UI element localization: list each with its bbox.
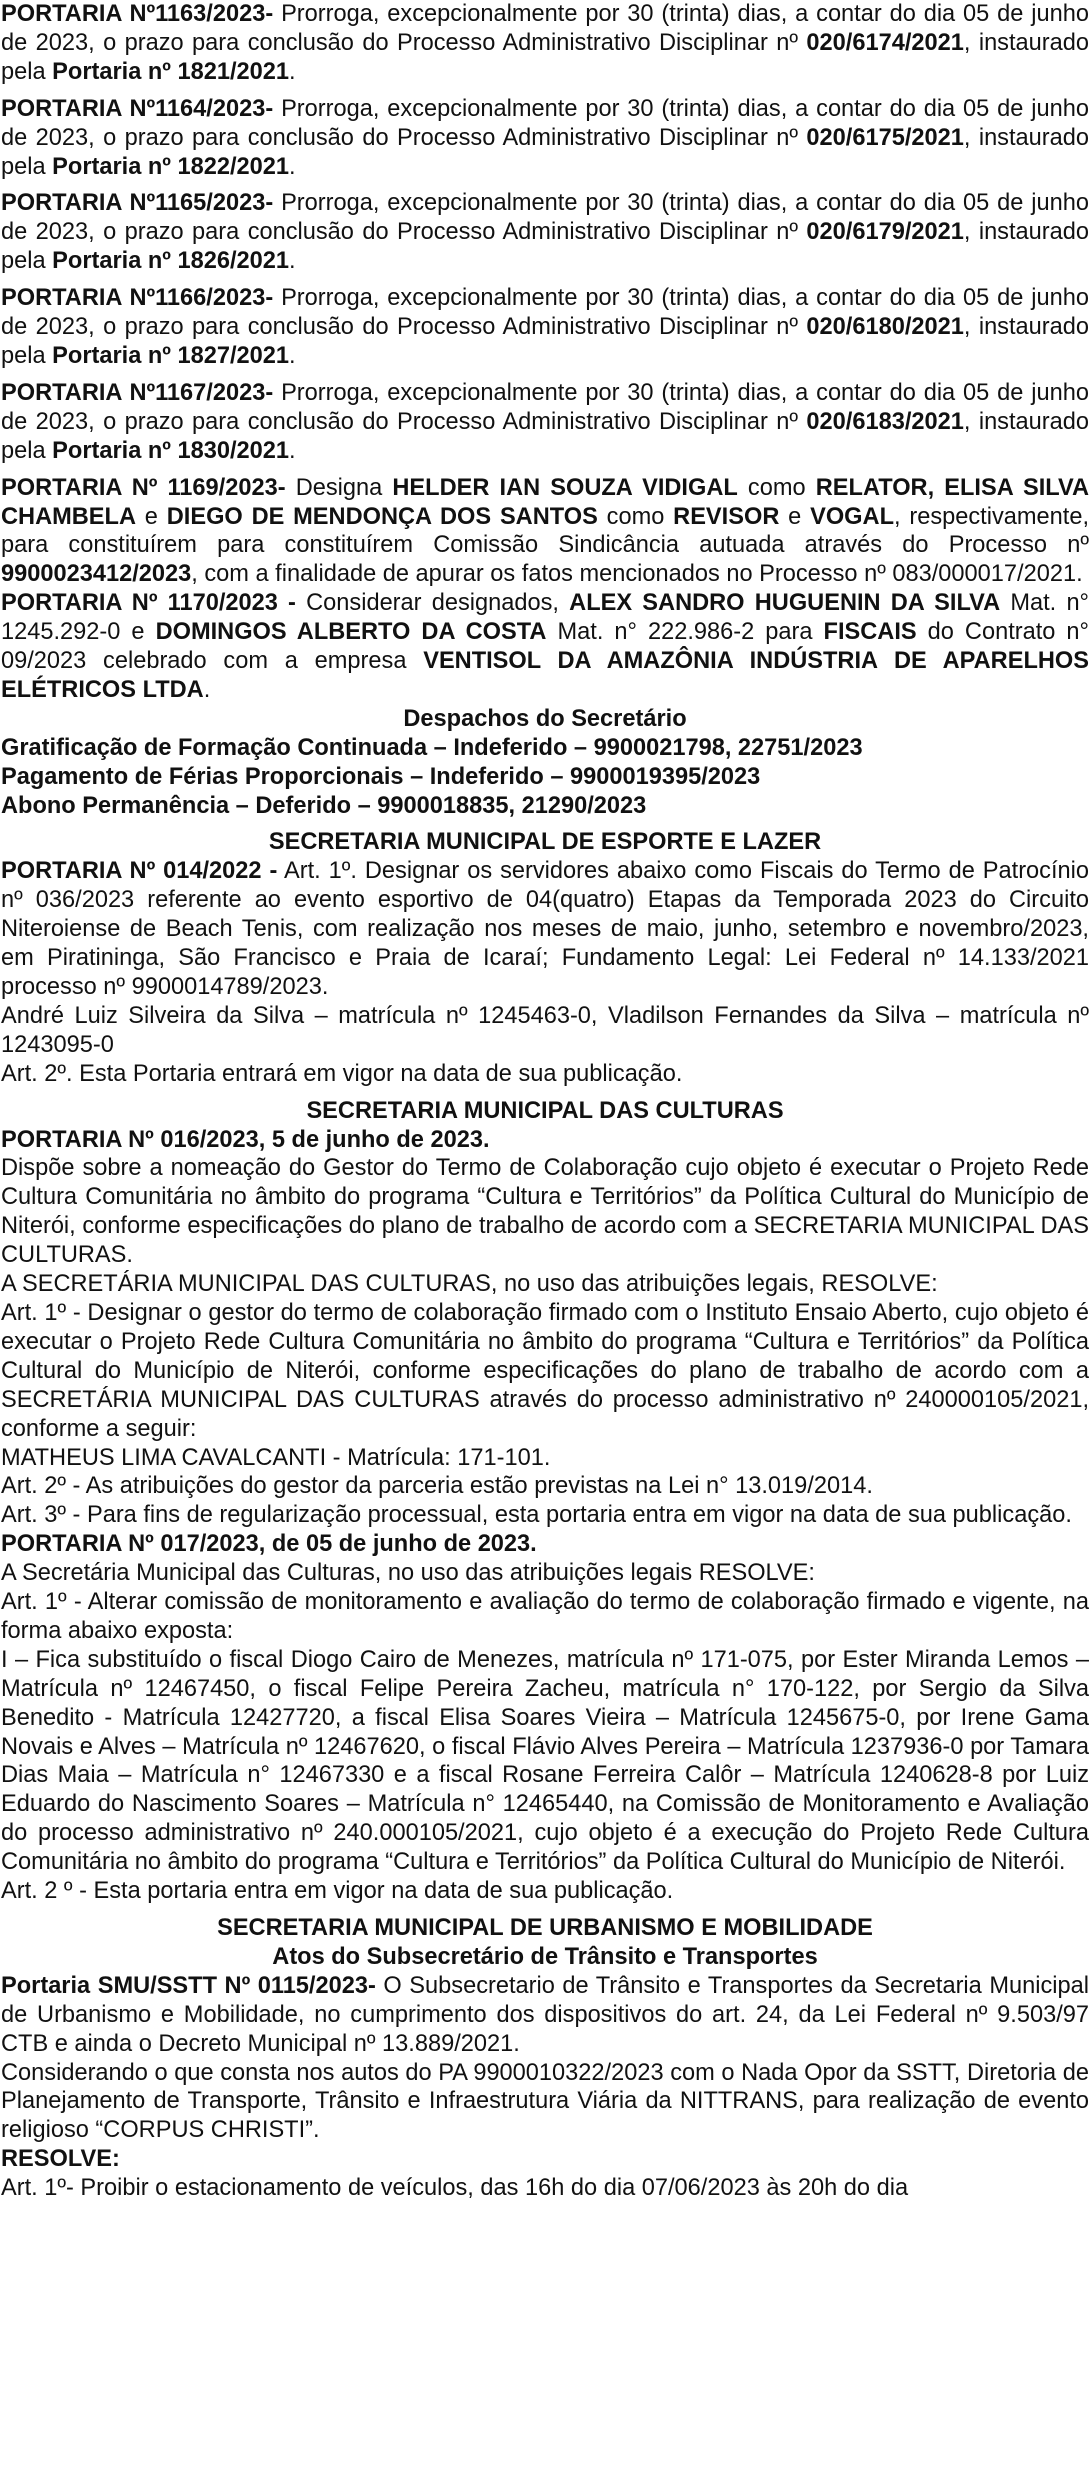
text: Prorroga, excepcionalmente por 30 (trinta) dias, a contar do dia 05 de junho de 2023, o prazo para conclusão do Processo Administrativo Disciplinar nº <box>1 379 1089 435</box>
text: Dispõe sobre a nomeação do Gestor do Termo de Colaboração cujo objeto é executar o Projeto Rede Cultura Comunitária no âmbito do programa “Cultura e Territórios” da Política Cultural do Município de Niterói, conforme especificações do plano de trabalho de acordo com a SECRETARIA MUNICIPAL DAS CULTURAS. <box>1 1155 1089 1269</box>
doc-block-h-culturas <box>1 1097 1089 1126</box>
doc-block-cul4 <box>1 1299 1089 1444</box>
text: e <box>136 503 167 530</box>
bold-text: SECRETARIA MUNICIPAL DAS CULTURAS <box>306 1097 784 1124</box>
doc-block-cul11 <box>1 1646 1089 1877</box>
text: . <box>289 58 296 85</box>
bold-text: HELDER IAN SOUZA VIDIGAL <box>392 474 738 501</box>
text: André Luiz Silveira da Silva – matrícula nº 1245463-0, Vladilson Fernandes da Silva – matrícula nº 1243095-0 <box>1 1002 1089 1058</box>
doc-block-urb1 <box>1 1972 1089 2059</box>
bold-text: ALEX SANDRO HUGUENIN DA SILVA <box>569 590 1001 617</box>
bold-text: PORTARIA Nº 1170/2023 - <box>1 590 296 617</box>
doc-block-p1167 <box>1 379 1089 466</box>
text: como <box>737 474 816 501</box>
doc-block-urb4 <box>1 2174 1089 2203</box>
doc-block-cul5 <box>1 1444 1089 1473</box>
doc-block-desp3 <box>1 792 1089 821</box>
text: , instaurado pela <box>1 408 1090 464</box>
bold-text: Portaria SMU/SSTT Nº 0115/2023- <box>1 1972 376 1999</box>
bold-text: 020/6175/2021 <box>806 124 964 151</box>
bold-text: 9900023412/2023 <box>1 561 192 588</box>
text: Considerando o que consta nos autos do PA 9900010322/2023 com o Nada Opor da SSTT, Diretoria de Planejamento de Transporte, Trânsito e Infraestrutura Viária da NITTRANS, para realização de evento religioso “CORPUS CHRISTI”. <box>1 2059 1089 2144</box>
doc-block-cul1 <box>1 1126 1089 1155</box>
text: Mat. n° 1245.292-0 e <box>1 590 1089 646</box>
doc-block-cul8 <box>1 1530 1089 1559</box>
bold-text: PORTARIA Nº 014/2022 - <box>1 858 278 885</box>
bold-text: SECRETARIA MUNICIPAL DE URBANISMO E MOBILIDADE <box>217 1915 873 1941</box>
bold-text: VOGAL <box>810 503 894 530</box>
text: Designa <box>285 474 393 501</box>
text: Art. 2º - As atribuições do gestor da parceria estão previstas na Lei n° 13.019/2014. <box>1 1473 873 1500</box>
doc-block-h-esporte <box>1 828 1089 857</box>
bold-text: PORTARIA Nº1165/2023- <box>1 190 274 217</box>
doc-block-esp1 <box>1 857 1089 1002</box>
doc-block-urb2 <box>1 2059 1089 2146</box>
text: Prorroga, excepcionalmente por 30 (trinta) dias, a contar do dia 05 de junho de 2023, o prazo para conclusão do Processo Administrativo Disciplinar nº <box>1 285 1089 341</box>
doc-block-cul10 <box>1 1588 1089 1646</box>
text: Art. 1º - Designar o gestor do termo de colaboração firmado com o Instituto Ensaio Aberto, cujo objeto é executar o Projeto Rede Cultura Comunitária no âmbito do programa “Cultura e Territórios” da Política Cultural do Município de Niterói, conforme especificações do plano de trabalho de acordo com a SECRETÁRIA MUNICIPAL DAS CULTURAS através do processo administrativo nº 240000105/2021, conforme a seguir: <box>1 1299 1089 1442</box>
bold-text: Gratificação de Formação Continuada – Indeferido – 9900021798, 22751/2023 <box>1 734 863 761</box>
bold-text: Abono Permanência – Deferido – 9900018835, 21290/2023 <box>1 792 647 819</box>
bold-text: RELATOR, ELISA SILVA CHAMBELA <box>1 474 1089 530</box>
doc-block-cul6 <box>1 1472 1089 1501</box>
bold-text: DIEGO DE MENDONÇA DOS SANTOS <box>166 503 598 530</box>
text: Mat. n° 222.986-2 para <box>546 619 824 646</box>
text: Art. 2º. Esta Portaria entrará em vigor na data de sua publicação. <box>1 1060 683 1087</box>
doc-block-p1164 <box>1 95 1089 182</box>
bold-text: 020/6183/2021 <box>806 408 964 435</box>
text: do Contrato n° 09/2023 celebrado com a empresa <box>1 619 1089 675</box>
text: Art. 1º- Proibir o estacionamento de veículos, das 16h do dia 07/06/2023 às 20h do dia <box>1 2175 909 2202</box>
doc-block-cul12 <box>1 1877 1089 1906</box>
doc-block-cul9 <box>1 1559 1089 1588</box>
bold-text: PORTARIA Nº1164/2023- <box>1 95 274 122</box>
doc-block-esp3 <box>1 1060 1089 1089</box>
text: Art. 3º - Para fins de regularização processual, esta portaria entra em vigor na data de sua publicação. <box>1 1502 1072 1529</box>
bold-text: FISCAIS <box>823 619 917 646</box>
bold-text: PORTARIA Nº 016/2023, 5 de junho de 2023. <box>1 1126 490 1153</box>
text: Art. 1º - Alterar comissão de monitoramento e avaliação do termo de colaboração firmado e vigente, na forma abaixo exposta: <box>1 1589 1089 1644</box>
doc-block-urb3 <box>1 2145 1089 2174</box>
bold-text: VENTISOL DA AMAZÔNIA INDÚSTRIA DE APARELHOS ELÉTRICOS LTDA <box>1 648 1089 703</box>
bold-text: DOMINGOS ALBERTO DA COSTA <box>155 619 547 646</box>
doc-block-cul3 <box>1 1270 1089 1299</box>
bold-text: Despachos do Secretário <box>403 705 687 732</box>
text: . <box>203 676 211 703</box>
text: , respectivamente, para constituírem para constituírem Comissão Sindicância autuada através do Processo nº <box>1 503 1090 559</box>
bold-text: Portaria nº 1827/2021 <box>52 342 290 369</box>
text: MATHEUS LIMA CAVALCANTI - Matrícula: 171-101. <box>1 1444 551 1471</box>
text: . <box>289 248 296 275</box>
bold-text: Portaria nº 1830/2021 <box>52 437 290 464</box>
text: como <box>597 503 674 530</box>
bold-text: PORTARIA Nº 1169/2023- <box>1 474 286 501</box>
doc-block-desp2 <box>1 763 1089 792</box>
doc-block-p1169 <box>1 474 1089 590</box>
bold-text: PORTARIA Nº1163/2023- <box>1 1 274 27</box>
text: , com a finalidade de apurar os fatos mencionados no Processo nº 083/000017/2021. <box>191 561 1083 588</box>
bold-text: SECRETARIA MUNICIPAL DE ESPORTE E LAZER <box>268 829 822 856</box>
text: , instaurado pela <box>1 219 1090 275</box>
bold-text: Portaria nº 1821/2021 <box>52 58 290 85</box>
bold-text: Pagamento de Férias Proporcionais – Indeferido – 9900019395/2023 <box>1 763 761 790</box>
text: . <box>289 437 296 464</box>
bold-text: 020/6179/2021 <box>806 219 964 246</box>
text: Prorroga, excepcionalmente por 30 (trinta) dias, a contar do dia 05 de junho de 2023, o prazo para conclusão do Processo Administrativo Disciplinar nº <box>1 95 1089 151</box>
text: Art. 1º. Designar os servidores abaixo como Fiscais do Termo de Patrocínio nº 036/2023 referente ao evento esportivo de 04(quatro) Etapas da Temporada 2023 do Circuito Niteroiense de Beach Tenis, com realização nos meses de maio, junho, setembro e novembro/2023, em Piratininga, São Francisco e Praia de Icaraí; Fundamento Legal: Lei Federal nº 14.133/2021 processo nº 9900014789/2023. <box>1 858 1090 1000</box>
doc-block-esp2 <box>1 1002 1089 1060</box>
text: e <box>779 503 811 530</box>
text: O Subsecretario de Trânsito e Transportes da Secretaria Municipal de Urbanismo e Mobilidade, no cumprimento dos dispositivos do art. 24, da Lei Federal nº 9.503/97 CTB e ainda o Decreto Municipal nº 13.889/2021. <box>1 1972 1090 2057</box>
bold-text: PORTARIA Nº1167/2023- <box>1 379 274 406</box>
bold-text: 020/6174/2021 <box>806 29 964 56</box>
text: . <box>289 153 296 180</box>
bold-text: Portaria nº 1822/2021 <box>52 153 290 180</box>
bold-text: Atos do Subsecretário de Trânsito e Transportes <box>272 1943 818 1970</box>
text: . <box>289 342 296 369</box>
text: , instaurado pela <box>1 124 1090 180</box>
doc-block-cul2 <box>1 1154 1089 1270</box>
text: Considerar designados, <box>295 590 570 617</box>
doc-block-desp1 <box>1 734 1089 763</box>
doc-block-p1166 <box>1 284 1089 371</box>
bold-text: PORTARIA Nº1166/2023- <box>1 285 274 312</box>
bold-text: REVISOR <box>673 503 780 530</box>
doc-block-p1170 <box>1 589 1089 705</box>
text: A SECRETÁRIA MUNICIPAL DAS CULTURAS, no uso das atribuições legais, RESOLVE: <box>1 1271 938 1298</box>
doc-block-p1163 <box>1 0 1089 87</box>
text: I – Fica substituído o fiscal Diogo Cairo de Menezes, matrícula nº 171-075, por Ester Miranda Lemos – Matrícula nº 12467450, o fiscal Felipe Pereira Zacheu, matrícula n° 170-122, por Sergio da Silva Benedito - Matrícula 12427720, a fiscal Elisa Soares Vieira – Matrícula 1245675-0, por Irene Gama Novais e Alves – Matrícula nº 12467620, o fiscal Flávio Alves Pereira – Matrícula 1237936-0 por Tamara Dias Maia – Matrícula n° 12467330 e a fiscal Rosane Ferreira Calôr – Matrícula 1240628-8 por Luiz Eduardo do Nascimento Soares – Matrícula n° 12465440, na Comissão de Monitoramento e Avaliação do processo administrativo nº 240.000105/2021, cujo objeto é a execução do Projeto Rede Cultura Comunitária no âmbito do programa “Cultura e Territórios” da Política Cultural do Município de Niterói. <box>1 1646 1089 1876</box>
text: Prorroga, excepcionalmente por 30 (trinta) dias, a contar do dia 05 de junho de 2023, o prazo para conclusão do Processo Administrativo Disciplinar nº <box>1 1 1089 56</box>
bold-text: 020/6180/2021 <box>806 314 964 341</box>
doc-block-h-urbanismo <box>1 1914 1089 1943</box>
bold-text: PORTARIA Nº 017/2023, de 05 de junho de 2023. <box>1 1531 537 1558</box>
doc-block-cul7 <box>1 1501 1089 1530</box>
text: , instaurado pela <box>1 314 1090 369</box>
bold-text: RESOLVE: <box>1 2146 120 2173</box>
text: A Secretária Municipal das Culturas, no uso das atribuições legais RESOLVE: <box>1 1560 815 1587</box>
text: Prorroga, excepcionalmente por 30 (trinta) dias, a contar do dia 05 de junho de 2023, o prazo para conclusão do Processo Administrativo Disciplinar nº <box>1 190 1089 246</box>
text: Art. 2 º - Esta portaria entra em vigor na data de sua publicação. <box>1 1878 674 1905</box>
doc-block-p1165 <box>1 189 1089 276</box>
doc-block-h-despachos <box>1 705 1089 734</box>
bold-text: Portaria nº 1826/2021 <box>52 248 290 275</box>
text: , instaurado pela <box>1 29 1090 85</box>
doc-block-h-transito <box>1 1943 1089 1972</box>
